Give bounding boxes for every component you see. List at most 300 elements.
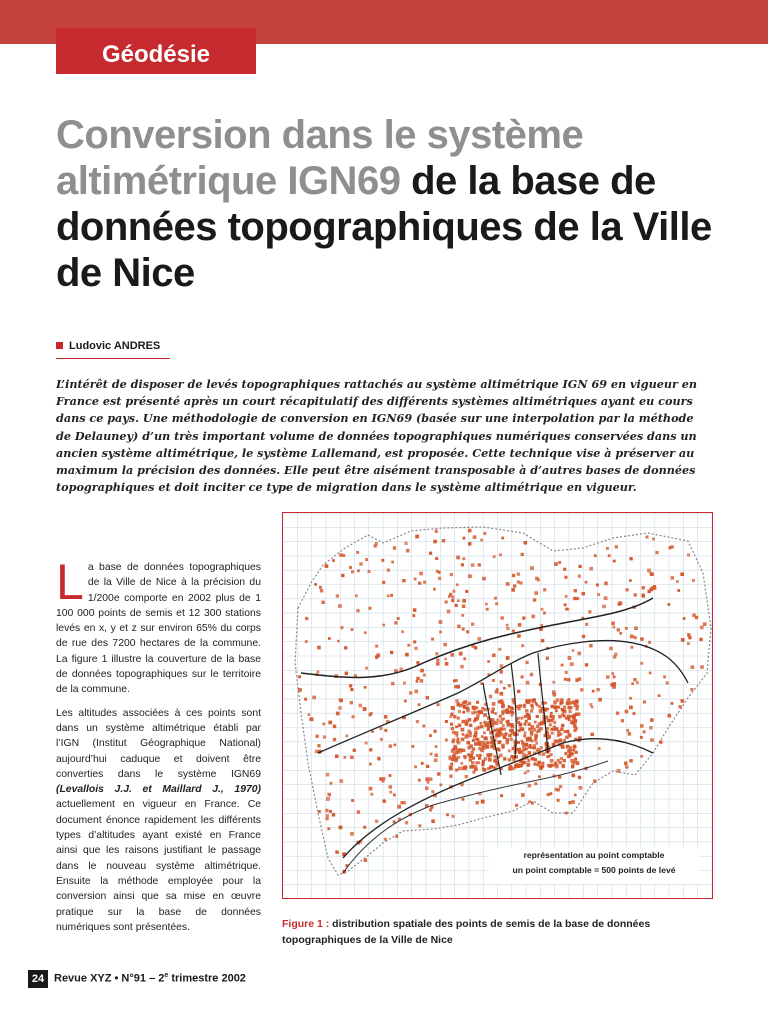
- survey-point: [502, 717, 505, 720]
- survey-point: [617, 628, 620, 631]
- survey-point: [681, 699, 685, 703]
- survey-point: [546, 657, 549, 660]
- survey-point: [321, 601, 324, 604]
- survey-point: [492, 702, 496, 706]
- survey-point: [540, 746, 543, 749]
- survey-point: [363, 826, 366, 829]
- survey-point: [582, 592, 586, 596]
- survey-point: [589, 703, 592, 706]
- survey-point: [565, 736, 568, 739]
- title-grey-part: Conversion dans le système altimétrique IGN69: [56, 113, 584, 203]
- survey-point: [518, 723, 522, 727]
- survey-point: [531, 757, 534, 760]
- survey-point: [521, 675, 524, 678]
- survey-point: [592, 690, 595, 693]
- survey-point: [648, 641, 651, 644]
- survey-point: [629, 557, 632, 560]
- survey-point: [431, 790, 434, 793]
- survey-point: [571, 774, 575, 778]
- survey-point: [537, 763, 540, 766]
- survey-point: [579, 565, 582, 568]
- survey-point: [508, 684, 511, 687]
- survey-point: [655, 551, 658, 554]
- survey-point: [425, 777, 429, 781]
- survey-point: [538, 775, 541, 778]
- survey-point: [613, 655, 616, 658]
- survey-point: [521, 644, 524, 647]
- survey-point: [450, 763, 453, 766]
- survey-point: [611, 622, 615, 626]
- survey-point: [691, 665, 695, 669]
- survey-point: [551, 732, 554, 735]
- survey-point: [393, 820, 396, 823]
- survey-point: [462, 720, 466, 724]
- survey-point: [497, 734, 500, 737]
- survey-point: [547, 719, 551, 723]
- survey-point: [463, 705, 466, 708]
- survey-point: [435, 745, 438, 748]
- survey-point: [455, 726, 458, 729]
- survey-point: [561, 664, 564, 667]
- survey-point: [671, 545, 674, 548]
- survey-point: [543, 612, 546, 615]
- survey-point: [532, 700, 535, 703]
- survey-point: [615, 545, 618, 548]
- survey-point: [634, 627, 638, 631]
- survey-point: [341, 574, 344, 577]
- survey-point: [420, 679, 424, 683]
- survey-point: [419, 572, 423, 576]
- survey-point: [494, 712, 497, 715]
- survey-point: [486, 608, 489, 611]
- survey-point: [564, 730, 567, 733]
- survey-point: [700, 665, 704, 669]
- survey-point: [606, 547, 609, 550]
- survey-point: [486, 745, 489, 748]
- survey-point: [478, 563, 481, 566]
- survey-point: [527, 714, 531, 718]
- survey-point: [501, 744, 505, 748]
- survey-point: [503, 687, 506, 690]
- survey-point: [433, 588, 436, 591]
- survey-point: [629, 706, 633, 710]
- body-paragraph-2-text-a: Les altitudes associées à ces points sont dans un système altimétrique établi par l’IGN (Institut Géographique National) aujourd’hui caduque et doivent être converties dans le système IGN69: [56, 707, 261, 780]
- survey-point: [578, 776, 581, 779]
- survey-point: [458, 723, 462, 727]
- survey-point: [598, 747, 601, 750]
- survey-point: [418, 582, 421, 585]
- survey-point: [450, 573, 453, 576]
- survey-point: [340, 699, 343, 702]
- survey-point: [534, 758, 537, 761]
- survey-point: [687, 633, 690, 636]
- survey-point: [401, 630, 404, 633]
- survey-point: [499, 715, 502, 718]
- survey-point: [574, 719, 577, 722]
- survey-point: [483, 532, 486, 535]
- survey-point: [498, 648, 501, 651]
- survey-point: [528, 784, 532, 788]
- survey-point: [621, 719, 624, 722]
- road-4: [483, 653, 548, 775]
- survey-point: [463, 537, 466, 540]
- survey-point: [450, 653, 454, 657]
- survey-point: [572, 749, 575, 752]
- survey-point: [547, 793, 550, 796]
- survey-point: [538, 730, 541, 733]
- figure-label: Figure 1 :: [282, 918, 330, 930]
- survey-point: [493, 555, 496, 558]
- survey-point: [304, 698, 307, 701]
- survey-point: [393, 546, 396, 549]
- survey-point: [483, 713, 487, 717]
- page-number: 24: [28, 970, 48, 988]
- survey-point: [573, 597, 576, 600]
- survey-point: [486, 741, 489, 744]
- survey-point: [314, 583, 317, 586]
- survey-point: [576, 597, 579, 600]
- survey-point: [629, 759, 632, 762]
- survey-point: [604, 596, 608, 600]
- survey-point: [356, 551, 359, 554]
- survey-point: [344, 756, 347, 759]
- survey-point: [649, 726, 652, 729]
- survey-point: [451, 706, 455, 710]
- page-footer: [28, 966, 246, 986]
- survey-point: [389, 791, 392, 794]
- survey-point: [473, 771, 476, 774]
- article-title: [56, 112, 736, 296]
- survey-point: [512, 767, 515, 770]
- survey-point: [474, 731, 477, 734]
- survey-point: [524, 732, 527, 735]
- survey-point: [413, 640, 416, 643]
- survey-point: [564, 576, 567, 579]
- survey-point: [436, 659, 439, 662]
- survey-point: [473, 735, 476, 738]
- survey-point: [567, 706, 571, 710]
- survey-point: [477, 711, 480, 714]
- survey-point: [350, 832, 354, 836]
- survey-point: [364, 631, 367, 634]
- survey-point: [626, 729, 629, 732]
- survey-point: [668, 714, 672, 718]
- survey-point: [405, 653, 409, 657]
- survey-point: [493, 759, 497, 763]
- survey-point: [467, 741, 471, 745]
- body-paragraph-2-text-b: actuellement en vigueur en France. Ce document énonce rapidement les différents types d’altitudes ayant existé en France ainsi que les raisons justifiant le passage dans le nouveau système altimétrique. Ensuite la méthode employée pour la conversion ainsi que sa mise en œuvre pratique sur la base de données numériques sont présentées.: [56, 799, 261, 933]
- survey-point: [524, 772, 527, 775]
- survey-point: [534, 782, 537, 785]
- survey-point: [325, 809, 329, 813]
- survey-point: [476, 738, 479, 741]
- survey-point: [443, 643, 447, 647]
- survey-point: [468, 542, 472, 546]
- survey-point: [462, 599, 466, 603]
- survey-point: [531, 615, 535, 619]
- survey-point: [559, 761, 562, 764]
- survey-point: [528, 751, 531, 754]
- survey-point: [365, 742, 368, 745]
- survey-point: [502, 724, 505, 727]
- survey-point: [659, 740, 662, 743]
- survey-point: [564, 752, 567, 755]
- survey-point: [541, 639, 544, 642]
- survey-point: [500, 692, 504, 696]
- survey-point: [537, 579, 540, 582]
- survey-point: [578, 575, 581, 578]
- survey-point: [650, 718, 654, 722]
- survey-point: [555, 740, 558, 743]
- survey-point: [580, 688, 583, 691]
- survey-point: [534, 591, 538, 595]
- survey-point: [582, 635, 585, 638]
- section-rubric: Géodésie: [56, 28, 256, 74]
- survey-point: [340, 626, 343, 629]
- survey-point: [468, 529, 472, 533]
- survey-point: [561, 724, 564, 727]
- survey-point: [625, 627, 628, 630]
- survey-point: [619, 601, 623, 605]
- survey-point: [477, 637, 481, 641]
- survey-point: [506, 656, 510, 660]
- survey-point: [431, 819, 435, 823]
- survey-point: [498, 741, 501, 744]
- survey-point: [574, 589, 577, 592]
- survey-point: [483, 741, 486, 744]
- survey-point: [687, 554, 690, 557]
- survey-point: [456, 740, 459, 743]
- survey-point: [456, 556, 460, 560]
- survey-point: [512, 630, 515, 633]
- author-line: [56, 338, 170, 359]
- survey-point: [461, 563, 464, 566]
- survey-point: [480, 539, 483, 542]
- survey-point: [541, 608, 544, 611]
- survey-point: [409, 691, 413, 695]
- survey-point: [484, 737, 488, 741]
- survey-point: [640, 736, 643, 739]
- survey-point: [369, 787, 373, 791]
- survey-point: [561, 745, 565, 749]
- citation: (Levallois J.J. et Maillard J., 1970): [56, 784, 261, 796]
- survey-point: [633, 678, 636, 681]
- survey-point: [535, 736, 538, 739]
- survey-point: [308, 713, 311, 716]
- survey-point: [543, 588, 546, 591]
- body-paragraph-1-text: a base de données topographiques de la Ville de Nice à la précision du 1/200e comporte en 2002 plus de 1 100 000 points de semis et 12 300 stations levés en x, y et z sur environ 65% du corps de rue des 7200 hectares de la commune. La figure 1 illustre la couverture de la base de données topographiques sur le territoire de la commune.: [56, 562, 261, 696]
- survey-point: [368, 607, 371, 610]
- survey-point: [317, 670, 320, 673]
- survey-point: [613, 560, 616, 563]
- survey-point: [452, 740, 455, 743]
- survey-point: [585, 663, 588, 666]
- survey-point: [335, 850, 339, 854]
- survey-point: [640, 724, 644, 728]
- survey-point: [439, 631, 442, 634]
- survey-point: [604, 582, 608, 586]
- survey-point: [566, 745, 570, 749]
- survey-point: [524, 743, 527, 746]
- survey-point: [517, 634, 521, 638]
- drop-cap: L: [56, 554, 84, 610]
- survey-point: [338, 604, 342, 608]
- survey-point: [538, 705, 541, 708]
- survey-point: [509, 710, 513, 714]
- survey-point: [480, 711, 483, 714]
- survey-point: [369, 748, 372, 751]
- survey-point: [630, 635, 634, 639]
- survey-point: [462, 604, 466, 608]
- survey-point: [559, 739, 562, 742]
- survey-point: [365, 558, 368, 561]
- survey-point: [403, 801, 406, 804]
- survey-point: [382, 581, 385, 584]
- survey-point: [525, 709, 529, 713]
- survey-point: [591, 733, 594, 736]
- survey-point: [325, 564, 329, 568]
- survey-point: [545, 702, 548, 705]
- survey-point: [317, 744, 320, 747]
- survey-point: [650, 588, 654, 592]
- survey-point: [342, 554, 345, 557]
- survey-point: [481, 763, 484, 766]
- survey-point: [630, 646, 633, 649]
- survey-point: [567, 608, 570, 611]
- survey-point: [318, 810, 321, 813]
- survey-point: [571, 720, 574, 723]
- survey-point: [345, 672, 349, 676]
- survey-point: [500, 680, 503, 683]
- survey-point: [418, 703, 421, 706]
- survey-point: [397, 617, 400, 620]
- survey-point: [429, 734, 432, 737]
- survey-point: [533, 728, 537, 732]
- survey-point: [335, 755, 339, 759]
- survey-point: [384, 729, 387, 732]
- survey-point: [452, 748, 455, 751]
- body-paragraph-1: [56, 554, 261, 698]
- survey-point: [495, 690, 499, 694]
- survey-point: [465, 590, 468, 593]
- survey-point: [476, 754, 479, 757]
- survey-point: [523, 705, 527, 709]
- survey-point: [634, 636, 637, 639]
- survey-point: [344, 646, 347, 649]
- author-name: Ludovic ANDRES: [69, 340, 161, 352]
- survey-point: [451, 727, 454, 730]
- survey-point: [558, 715, 562, 719]
- survey-point: [427, 781, 430, 784]
- survey-point: [384, 715, 388, 719]
- survey-point: [339, 553, 343, 557]
- survey-point: [491, 710, 494, 713]
- survey-point: [459, 652, 463, 656]
- survey-point: [406, 549, 410, 553]
- survey-point: [414, 690, 418, 694]
- survey-point: [492, 679, 495, 682]
- survey-point: [495, 722, 498, 725]
- survey-point: [530, 673, 534, 677]
- survey-point: [500, 794, 503, 797]
- survey-point: [351, 799, 354, 802]
- survey-point: [525, 661, 528, 664]
- survey-point: [329, 810, 332, 813]
- survey-point: [566, 702, 569, 705]
- survey-point: [585, 623, 588, 626]
- survey-point: [462, 798, 465, 801]
- survey-point: [468, 702, 471, 705]
- survey-point: [569, 752, 572, 755]
- survey-point: [567, 716, 570, 719]
- legend-line-1: représentation au point comptable: [523, 850, 665, 860]
- survey-points: [298, 529, 706, 874]
- map-drawing: [283, 513, 713, 899]
- survey-point: [526, 737, 529, 740]
- survey-point: [523, 723, 526, 726]
- survey-point: [569, 710, 572, 713]
- survey-point: [563, 568, 566, 571]
- survey-point: [652, 538, 655, 541]
- survey-point: [566, 730, 569, 733]
- survey-point: [558, 561, 561, 564]
- survey-point: [457, 738, 460, 741]
- survey-point: [619, 632, 622, 635]
- figure-caption-text: distribution spatiale des points de semis de la base de données topographiques de la Ville de Nice: [282, 918, 651, 946]
- survey-point: [339, 779, 343, 783]
- survey-point: [572, 762, 576, 766]
- survey-point: [353, 749, 356, 752]
- survey-point: [440, 784, 443, 787]
- survey-point: [442, 539, 446, 543]
- survey-point: [377, 757, 380, 760]
- survey-point: [496, 719, 499, 722]
- survey-point: [508, 767, 512, 771]
- survey-point: [393, 794, 396, 797]
- survey-point: [530, 710, 533, 713]
- body-paragraph-2: [56, 706, 261, 935]
- survey-point: [503, 728, 506, 731]
- survey-point: [485, 603, 488, 606]
- legend-line-2: un point comptable = 500 points de levé: [512, 865, 676, 875]
- survey-point: [501, 699, 504, 702]
- survey-point: [310, 717, 314, 721]
- survey-point: [535, 742, 538, 745]
- survey-point: [452, 590, 455, 593]
- survey-point: [557, 799, 560, 802]
- survey-point: [449, 775, 452, 778]
- survey-point: [538, 722, 542, 726]
- survey-point: [405, 821, 408, 824]
- survey-point: [480, 741, 483, 744]
- survey-point: [381, 559, 384, 562]
- survey-point: [416, 677, 419, 680]
- survey-point: [332, 813, 335, 816]
- survey-point: [481, 707, 484, 710]
- survey-point: [506, 723, 510, 727]
- survey-point: [484, 721, 487, 724]
- survey-point: [468, 718, 472, 722]
- survey-point: [434, 730, 437, 733]
- survey-point: [330, 782, 333, 785]
- survey-point: [515, 804, 518, 807]
- survey-point: [683, 617, 686, 620]
- survey-point: [528, 746, 531, 749]
- survey-point: [477, 761, 480, 764]
- survey-point: [473, 535, 477, 539]
- survey-point: [594, 554, 597, 557]
- survey-point: [617, 769, 621, 773]
